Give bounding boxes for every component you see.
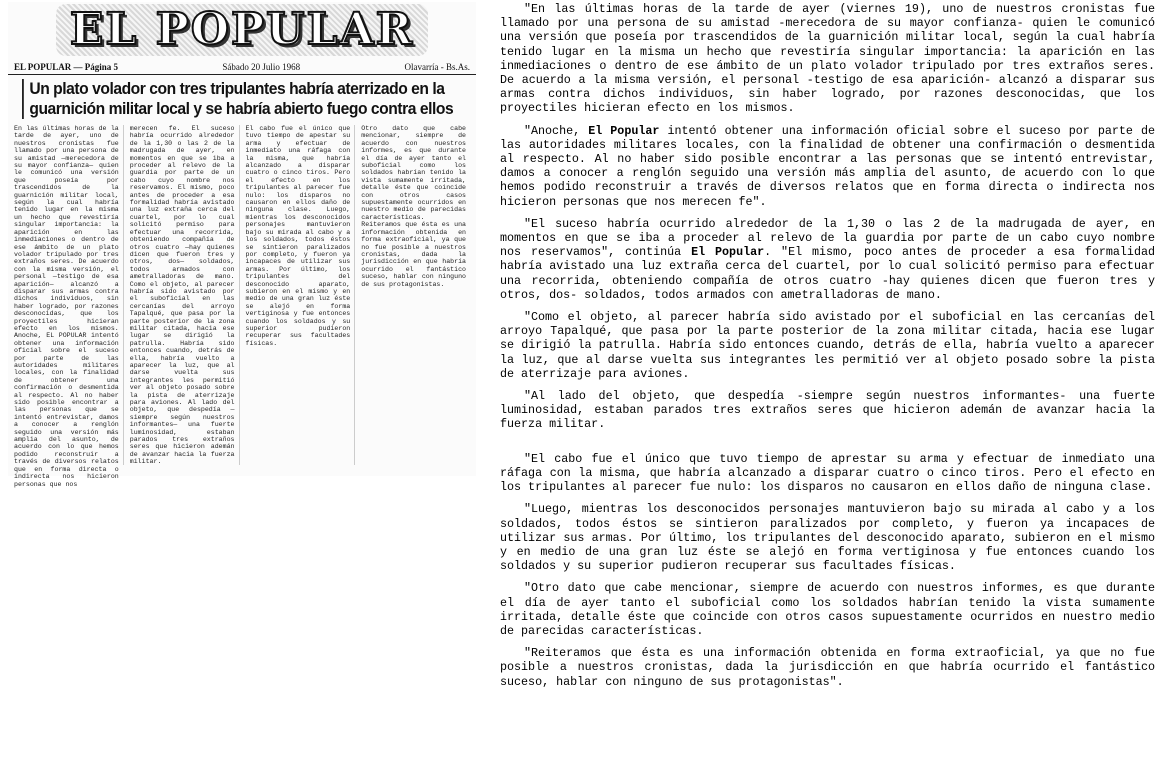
paragraph-text: "El suceso habría ocurrido alrededor de la 1,30 o las 2 de la madrugada de ayer, en momentos en que se iba a proceder al relevo de la guardia por parte de un cabo cuyo nombre nos reservamos", continúa xyxy=(500,216,1155,260)
newspaper-clipping xyxy=(8,2,476,488)
article-columns xyxy=(8,123,476,488)
article-column-1: En las últimas horas de la tarde de ayer, uno de nuestros cronistas fue llamado por una persona de su amistad —merecedora de su mayor confianza— quien le comunicó una versión que poseía por trascendidos de la guarnición militar local, según la cual habría tenido lugar en la misma un hecho que revestiría singular importancia: la aparición en las inmediaciones o dentro de ese ámbito de un plato volador tripulado por tres extraños seres. De acuerdo con la misma versión, el personal —testigo de esa aparición— alcanzó a disparar sus armas contra dichos individuos, sin haber logrado, por razones desconocidas, que los proyectiles hicieran efecto en los mismos. Anoche, EL POPULAR intentó obtener una información oficial sobre el suceso por parte de las autoridades militares locales, con la finalidad de obtener una confirmación o desmentida al respecto. Al no haber sido posible encontrar a las personas que se intentó entrevistar, damos a conocer a renglón seguido una versión más amplia del asunto, de acuerdo con lo que hemos podido reconstruir a través de diversos relatos que en forma directa o indirecta nos hicieron personas que nos xyxy=(14,125,124,465)
masthead xyxy=(8,4,476,58)
paragraph-text: intentó obtener una información oficial sobre el suceso por parte de las autoridades militares locales, con la finalidad de obtener una confirmación o desmentida al respecto. Al no haber sido posible encontrar a las personas que se intentó entrevistar, damos a conocer a renglón seguido una versión más amplia del asunto, de acuerdo con lo que hemos podido reconstruir a través de diversos relatos que en forma directa o indirecta nos hicieron personas que nos merecen fe". xyxy=(500,123,1155,209)
masthead-logo: EL POPULAR xyxy=(56,4,428,56)
article-headline: Un plato volador con tres tripulantes habría aterrizado en la guarnición militar local y se habría abierto fuego contra ellos xyxy=(22,79,466,119)
article-column-2: merecen fe. El suceso habría ocurrido alrededor de la 1,30 o las 2 de la madrugada de ayer, en momentos en que se iba a proceder al relevo de la guardia por parte de un cabo cuyo nombre nos reservamos. El mismo, poco antes de proceder a esa formalidad habría avistado una luz extraña cerca del cuartel, por lo cual solicitó permiso para efectuar una recorrida, obteniendo compañía de otros cuatro —hay quienes dicen que fueron tres y otros, dos— soldados, todos armados con ametralladoras de mano. Como el objeto, al parecer habría sido avistado por el suboficial en las cercanías del arroyo Tapalqué, que pasa por la parte posterior de la zona militar citada, hacia ese lugar se dirigió la patrulla. Habría sido entonces cuando, detrás de ella, habría vuelto a aparecer la luz, que al darse vuelta sus integrantes les permitió ver al objeto posado sobre la pista de aterrizaje para aviones. Al lado del objeto, que despedía —siempre según nuestros informantes— una fuerte luminosidad, estaban parados tres extraños seres que hicieron ademán de avanzar hacia la fuerza militar. xyxy=(130,125,240,465)
paragraph: "Al lado del objeto, que despedía -siempre según nuestros informantes- una fuerte luminosidad, estaban parados tres extraños seres que hicieron ademán de avanzar hacia la fuerza militar. xyxy=(500,389,1155,432)
paragraph: "Otro dato que cabe mencionar, siempre de acuerdo con nuestros informes, es que durante el día de ayer tanto el suboficial como los soldados habrían tenido la vista sumamente irritada, detalle éste que coincide con otros casos supuestamente ocurridos en nuestro medio de parecidas características. xyxy=(500,581,1155,638)
dateline-place: Olavarría - Bs.As. xyxy=(404,62,470,72)
article-column-4: Otro dato que cabe mencionar, siempre de acuerdo con nuestros informes, es que durante el día de ayer tanto el suboficial como los soldados habrían tenido la vista sumamente irritada, detalle éste que coincide con otros casos supuestamente ocurridos en nuestro medio de parecidas características. Reiteramos que ésta es una información obtenida en forma extraoficial, ya que no fue posible a nuestros cronistas, dada la jurisdicción en que habría ocurrido el fantástico suceso, hablar con ninguno de sus protagonistas. xyxy=(361,125,466,288)
paragraph: "Como el objeto, al parecer habría sido avistado por el suboficial en las cercanías del arroyo Tapalqué, que pasa por la parte posterior de la zona militar citada, hacia ese lugar se dirigió la patrulla. Habría sido entonces cuando, detrás de ella, habría vuelto a aparecer la luz, que al darse vuelta sus integrantes les permitió ver al objeto posado sobre la pista de aterrizaje para aviones. xyxy=(500,310,1155,381)
dateline-publication: EL POPULAR — Página 5 xyxy=(14,62,119,72)
article-column-3: El cabo fue el único que tuvo tiempo de apestar su arma y efectuar de inmediato una ráfaga con la misma, que habría alcanzado a disparar cuatro o cinco tiros. Pero el efecto en los tripulantes al parecer fue nulo: los disparos no causaron en ellos daño de ninguna clase. Luego, mientras los desconocidos personajes mantuvieron bajo su mirada al cabo y a los soldados, todos éstos se sintieron paralizados por completo, y fueron ya incapaces de utilizar sus armas. Por último, los tripulantes del desconocido aparato, subieron en el mismo y en medio de una gran luz éste se alejó en forma vertiginosa y fue entonces cuando los soldados y su superior pudieron recuperar sus facultades físicas. xyxy=(246,125,356,465)
paragraph-text: . "El mismo, poco antes de proceder a esa formalidad habría avistado una luz extraña cerca del cuartel, por lo cual solicitó permiso para efectuar una recorrida, obteniendo compañía de otros cuatro -hay quienes dicen que fueron tres y otros, dos- soldados, todos armados con ametralladoras de mano. xyxy=(500,245,1155,302)
paragraph xyxy=(500,124,1155,209)
newspaper-name: El Popular xyxy=(691,245,765,260)
paragraph-text: "Anoche, xyxy=(524,123,589,138)
paragraph: "En las últimas horas de la tarde de ayer (viernes 19), uno de nuestros cronistas fue llamado por una persona de su amistad -merecedora de su mayor confianza- quien le comunicó una versión que poseía por trascendidos de la guarnición militar local, según la cual habría tenido lugar en la misma un hecho que revestiría singular importancia: la aparición en las inmediaciones o dentro de ese ámbito de un plato volador tripulado por tres extraños seres. De acuerdo a la misma versión, el personal -testigo de esa aparición- alcanzó a disparar sus armas contra dichos individuos, sin haber logrado, por razones desconocidas, que los proyectiles hicieran efecto en los mismos. xyxy=(500,2,1155,116)
paragraph: "El cabo fue el único que tuvo tiempo de aprestar su arma y efectuar de inmediato una ráfaga con la misma, que habría alcanzado a disparar cuatro o cinco tiros. Pero el efecto en los tripulantes al parecer fue nulo: los disparos no causaron en ellos daño de ninguna clase. xyxy=(500,451,1155,495)
transcription xyxy=(500,2,1155,697)
paragraph: "Luego, mientras los desconocidos personajes mantuvieron bajo su mirada al cabo y a los soldados, todos éstos se sintieron paralizados por completo, y fueron ya incapaces de utilizar sus armas. Por último, los tripulantes del desconocido aparato, subieron en el mismo y en medio de una gran luz éste se alejó en forma vertiginosa y fue entonces cuando los soldados y su superior pudieron recuperar sus facultades físicas. xyxy=(500,502,1155,574)
paragraph: "Reiteramos que ésta es una información obtenida en forma extraoficial, ya que no fue posible a nuestros cronistas, dada la jurisdicción en que habría ocurrido el fantástico suceso, hablar con ninguno de sus protagonistas". xyxy=(500,646,1155,689)
dateline-date: Sábado 20 Julio 1968 xyxy=(222,62,301,72)
paragraph xyxy=(500,217,1155,302)
newspaper-name: El Popular xyxy=(588,123,660,138)
dateline xyxy=(8,58,476,75)
